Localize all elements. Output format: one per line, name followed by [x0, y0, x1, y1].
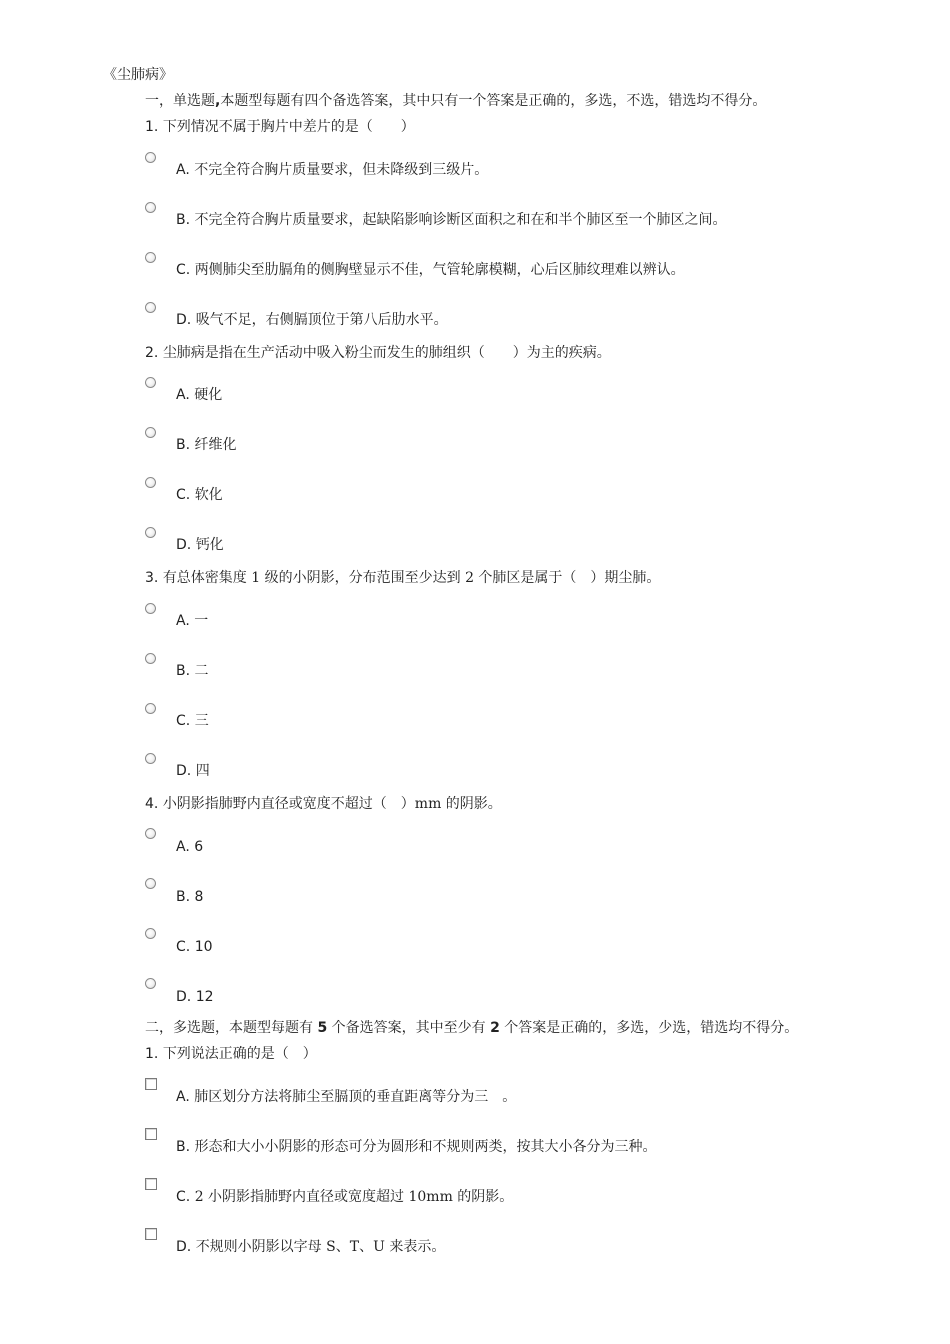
section-instructions: 个备选答案，其中至少有	[327, 1020, 491, 1036]
radio-button[interactable]	[145, 427, 156, 438]
question-number: 3.	[145, 570, 159, 586]
option-label	[176, 261, 685, 279]
option-label	[176, 536, 224, 554]
option-text: 8	[194, 889, 204, 905]
option-label	[176, 888, 203, 906]
checkbox[interactable]	[145, 1078, 157, 1090]
option-text: 钙化	[195, 537, 224, 553]
option-label	[176, 211, 727, 229]
option-text: 不规则小阴影以字母 S、T、U 来表示。	[195, 1239, 446, 1255]
option-text: 形态和大小小阴影的形态可分为圆形和不规则两类，按其大小各分为三种。	[194, 1139, 657, 1155]
section-header-multiple-choice	[145, 1019, 798, 1037]
option-letter: C.	[176, 487, 191, 503]
option-letter: C.	[176, 262, 191, 278]
section-instructions: 本题型每题有四个备选答案，其中只有一个答案是正确的，多选，不选，错选均不得分。	[220, 93, 767, 109]
option-label	[176, 938, 213, 956]
section-title: 二，多选题，本题型每题有	[145, 1020, 318, 1036]
checkbox[interactable]	[145, 1228, 157, 1240]
option-letter: D.	[176, 989, 192, 1005]
document-title: 《尘肺病》	[103, 67, 173, 83]
section-comma: ,	[215, 93, 221, 109]
radio-button[interactable]	[145, 152, 156, 163]
option-label	[176, 662, 209, 680]
radio-button[interactable]	[145, 828, 156, 839]
radio-button[interactable]	[145, 252, 156, 263]
option-text: 三	[194, 713, 209, 729]
question-stem	[145, 795, 502, 813]
question-stem	[145, 118, 415, 136]
option-letter: C.	[176, 713, 191, 729]
option-count: 5	[317, 1020, 328, 1036]
question-number: 4.	[145, 796, 159, 812]
question-stem	[145, 1045, 317, 1063]
question-text: 有总体密集度 1 级的小阴影，分布范围至少达到 2 个肺区是属于（ ）期尘肺。	[162, 570, 661, 586]
option-letter: B.	[176, 437, 191, 453]
radio-button[interactable]	[145, 878, 156, 889]
question-stem	[145, 344, 611, 362]
radio-button[interactable]	[145, 753, 156, 764]
question-stem	[145, 569, 660, 587]
option-text: 10	[194, 939, 213, 955]
radio-button[interactable]	[145, 603, 156, 614]
option-label	[176, 386, 222, 404]
section-header-single-choice	[145, 92, 766, 110]
option-label	[176, 1238, 445, 1256]
option-label	[176, 1088, 516, 1106]
question-text: 下列说法正确的是（ ）	[162, 1046, 317, 1062]
option-text: 不完全符合胸片质量要求，但未降级到三级片。	[194, 162, 489, 178]
option-label	[176, 486, 223, 504]
option-label	[176, 436, 237, 454]
radio-button[interactable]	[145, 477, 156, 488]
option-label	[176, 161, 488, 179]
option-text: 四	[195, 763, 210, 779]
option-letter: D.	[176, 537, 192, 553]
section-instructions: 个答案是正确的，多选，少选，错选均不得分。	[499, 1020, 799, 1036]
option-letter: A.	[176, 162, 190, 178]
option-text: 两侧肺尖至肋膈角的侧胸壁显示不佳，气管轮廓模糊，心后区肺纹理难以辨认。	[194, 262, 685, 278]
option-text: 硬化	[194, 387, 223, 403]
option-letter: B.	[176, 889, 191, 905]
radio-button[interactable]	[145, 377, 156, 388]
section-title: 一，单选题	[145, 93, 215, 109]
radio-button[interactable]	[145, 928, 156, 939]
option-label	[176, 838, 203, 856]
option-letter: B.	[176, 663, 191, 679]
option-text: 吸气不足，右侧膈顶位于第八后肋水平。	[195, 312, 448, 328]
option-letter: D.	[176, 763, 192, 779]
radio-button[interactable]	[145, 653, 156, 664]
option-text: 肺区划分方法将肺尘至膈顶的垂直距离等分为三 。	[194, 1089, 517, 1105]
option-text: 一	[194, 613, 209, 629]
radio-button[interactable]	[145, 703, 156, 714]
radio-button[interactable]	[145, 527, 156, 538]
option-letter: A.	[176, 387, 190, 403]
option-text: 二	[194, 663, 209, 679]
option-text: 12	[195, 989, 214, 1005]
option-label	[176, 988, 214, 1006]
question-number: 1.	[145, 119, 159, 135]
option-letter: D.	[176, 312, 192, 328]
question-text: 下列情况不属于胸片中差片的是（ ）	[162, 119, 415, 135]
option-label	[176, 1188, 513, 1206]
option-letter: C.	[176, 939, 191, 955]
option-letter: C.	[176, 1189, 191, 1205]
option-label	[176, 762, 210, 780]
option-text: 6	[194, 839, 204, 855]
option-letter: A.	[176, 839, 190, 855]
checkbox[interactable]	[145, 1128, 157, 1140]
option-letter: A.	[176, 613, 190, 629]
option-letter: D.	[176, 1239, 192, 1255]
option-label	[176, 1138, 657, 1156]
question-number: 1.	[145, 1046, 159, 1062]
option-text: 软化	[194, 487, 223, 503]
radio-button[interactable]	[145, 202, 156, 213]
radio-button[interactable]	[145, 302, 156, 313]
option-letter: A.	[176, 1089, 190, 1105]
option-label	[176, 311, 448, 329]
option-letter: B.	[176, 1139, 191, 1155]
option-label	[176, 712, 209, 730]
option-text: 纤维化	[194, 437, 237, 453]
question-text: 小阴影指肺野内直径或宽度不超过（ ）mm 的阴影。	[162, 796, 502, 812]
min-correct-count: 2	[490, 1020, 500, 1036]
question-text: 尘肺病是指在生产活动中吸入粉尘而发生的肺组织（ ）为主的疾病。	[162, 345, 611, 361]
option-text: 2 小阴影指肺野内直径或宽度超过 10mm 的阴影。	[194, 1189, 514, 1205]
radio-button[interactable]	[145, 978, 156, 989]
option-text: 不完全符合胸片质量要求，起缺陷影响诊断区面积之和在和半个肺区至一个肺区之间。	[194, 212, 727, 228]
option-letter: B.	[176, 212, 191, 228]
option-label	[176, 612, 208, 630]
checkbox[interactable]	[145, 1178, 157, 1190]
question-number: 2.	[145, 345, 159, 361]
